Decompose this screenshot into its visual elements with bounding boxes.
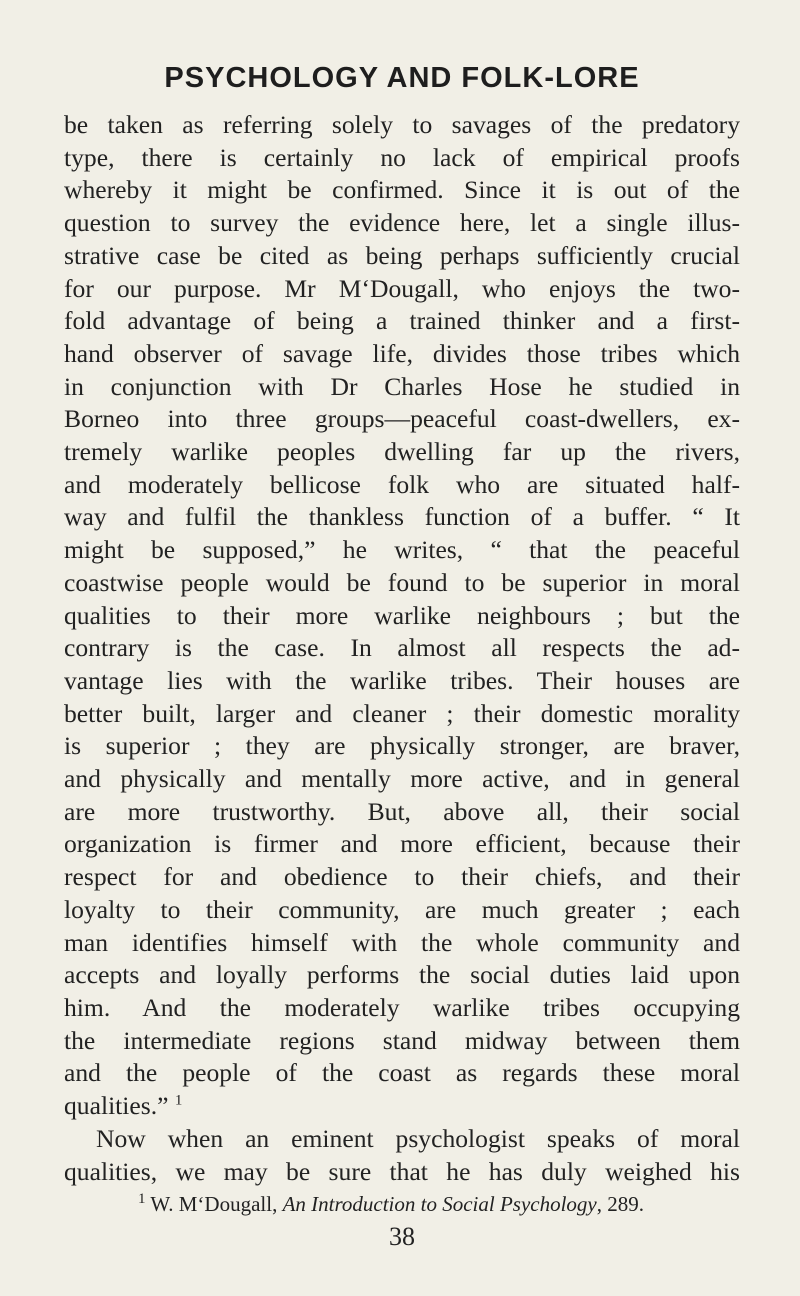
text-line: accepts and loyally performs the social duties laid upon [64, 960, 740, 990]
text-line: and physically and mentally more active, and in general [64, 764, 740, 794]
text-line: and moderately bellicose folk who are situated half- [64, 469, 740, 499]
text-line: type, there is certainly no lack of empirical proofs [64, 142, 740, 172]
text-line: be taken as referring solely to savages of the predatory [64, 110, 740, 139]
paragraph-start-line: Now when an eminent psychologist speaks of moral [96, 1123, 740, 1153]
text-line: the intermediate regions stand midway between them [64, 1025, 740, 1055]
text-line: better built, larger and cleaner ; their domestic morality [64, 698, 740, 728]
text-line: for our purpose. Mr M‘Dougall, who enjoys the two- [64, 273, 740, 303]
text-line-quote-end [64, 1090, 740, 1123]
text-line: is superior ; they are physically stronger, are braver, [64, 731, 740, 761]
text-line: him. And the moderately warlike tribes occupying [64, 992, 740, 1022]
book-page [64, 62, 740, 1252]
text-line: loyalty to their community, are much greater ; each [64, 894, 740, 924]
text-line: coastwise people would be found to be superior in moral [64, 567, 740, 597]
text-line: are more trustworthy. But, above all, their social [64, 796, 740, 826]
text-line: organization is firmer and more efficient, because their [64, 829, 740, 859]
text-line: contrary is the case. In almost all respects the ad- [64, 633, 740, 663]
footnote-reference: 1 [174, 1092, 183, 1109]
text-line: might be supposed,” he writes, “ that the peaceful [64, 535, 740, 565]
footnote-page-ref: , 289. [596, 1192, 645, 1217]
quote-end-text: qualities.” [64, 1091, 175, 1121]
text-line: Borneo into three groups—peaceful coast-dwellers, ex- [64, 404, 740, 434]
text-line: qualities, we may be sure that he has duly weighed his [64, 1156, 740, 1186]
text-line: fold advantage of being a trained thinker and a first- [64, 306, 740, 336]
text-line: respect for and obedience to their chiefs, and their [64, 862, 740, 892]
footnote-book-title: An Introduction to Social Psychology [282, 1192, 597, 1217]
text-line: man identifies himself with the whole community and [64, 927, 740, 957]
footnote [64, 1191, 740, 1218]
running-head: PSYCHOLOGY AND FOLK-LORE [164, 62, 640, 94]
text-line: in conjunction with Dr Charles Hose he studied in [64, 371, 740, 401]
text-line: qualities to their more warlike neighbours ; but the [64, 600, 740, 630]
body-text [64, 109, 740, 1188]
text-line: way and fulfil the thankless function of a buffer. “ It [64, 502, 740, 532]
text-line: strative case be cited as being perhaps sufficiently crucial [64, 240, 740, 270]
page-number: 38 [389, 1222, 415, 1252]
footnote-marker: 1 [138, 1191, 146, 1208]
text-line: hand observer of savage life, divides those tribes which [64, 338, 740, 368]
text-line: tremely warlike peoples dwelling far up the rivers, [64, 437, 740, 467]
text-line: whereby it might be confirmed. Since it is out of the [64, 175, 740, 205]
footnote-author: W. M‘Dougall, [145, 1192, 283, 1217]
text-line: and the people of the coast as regards these moral [64, 1058, 740, 1088]
text-line: vantage lies with the warlike tribes. Their houses are [64, 665, 740, 695]
text-line: question to survey the evidence here, let a single illus- [64, 208, 740, 238]
